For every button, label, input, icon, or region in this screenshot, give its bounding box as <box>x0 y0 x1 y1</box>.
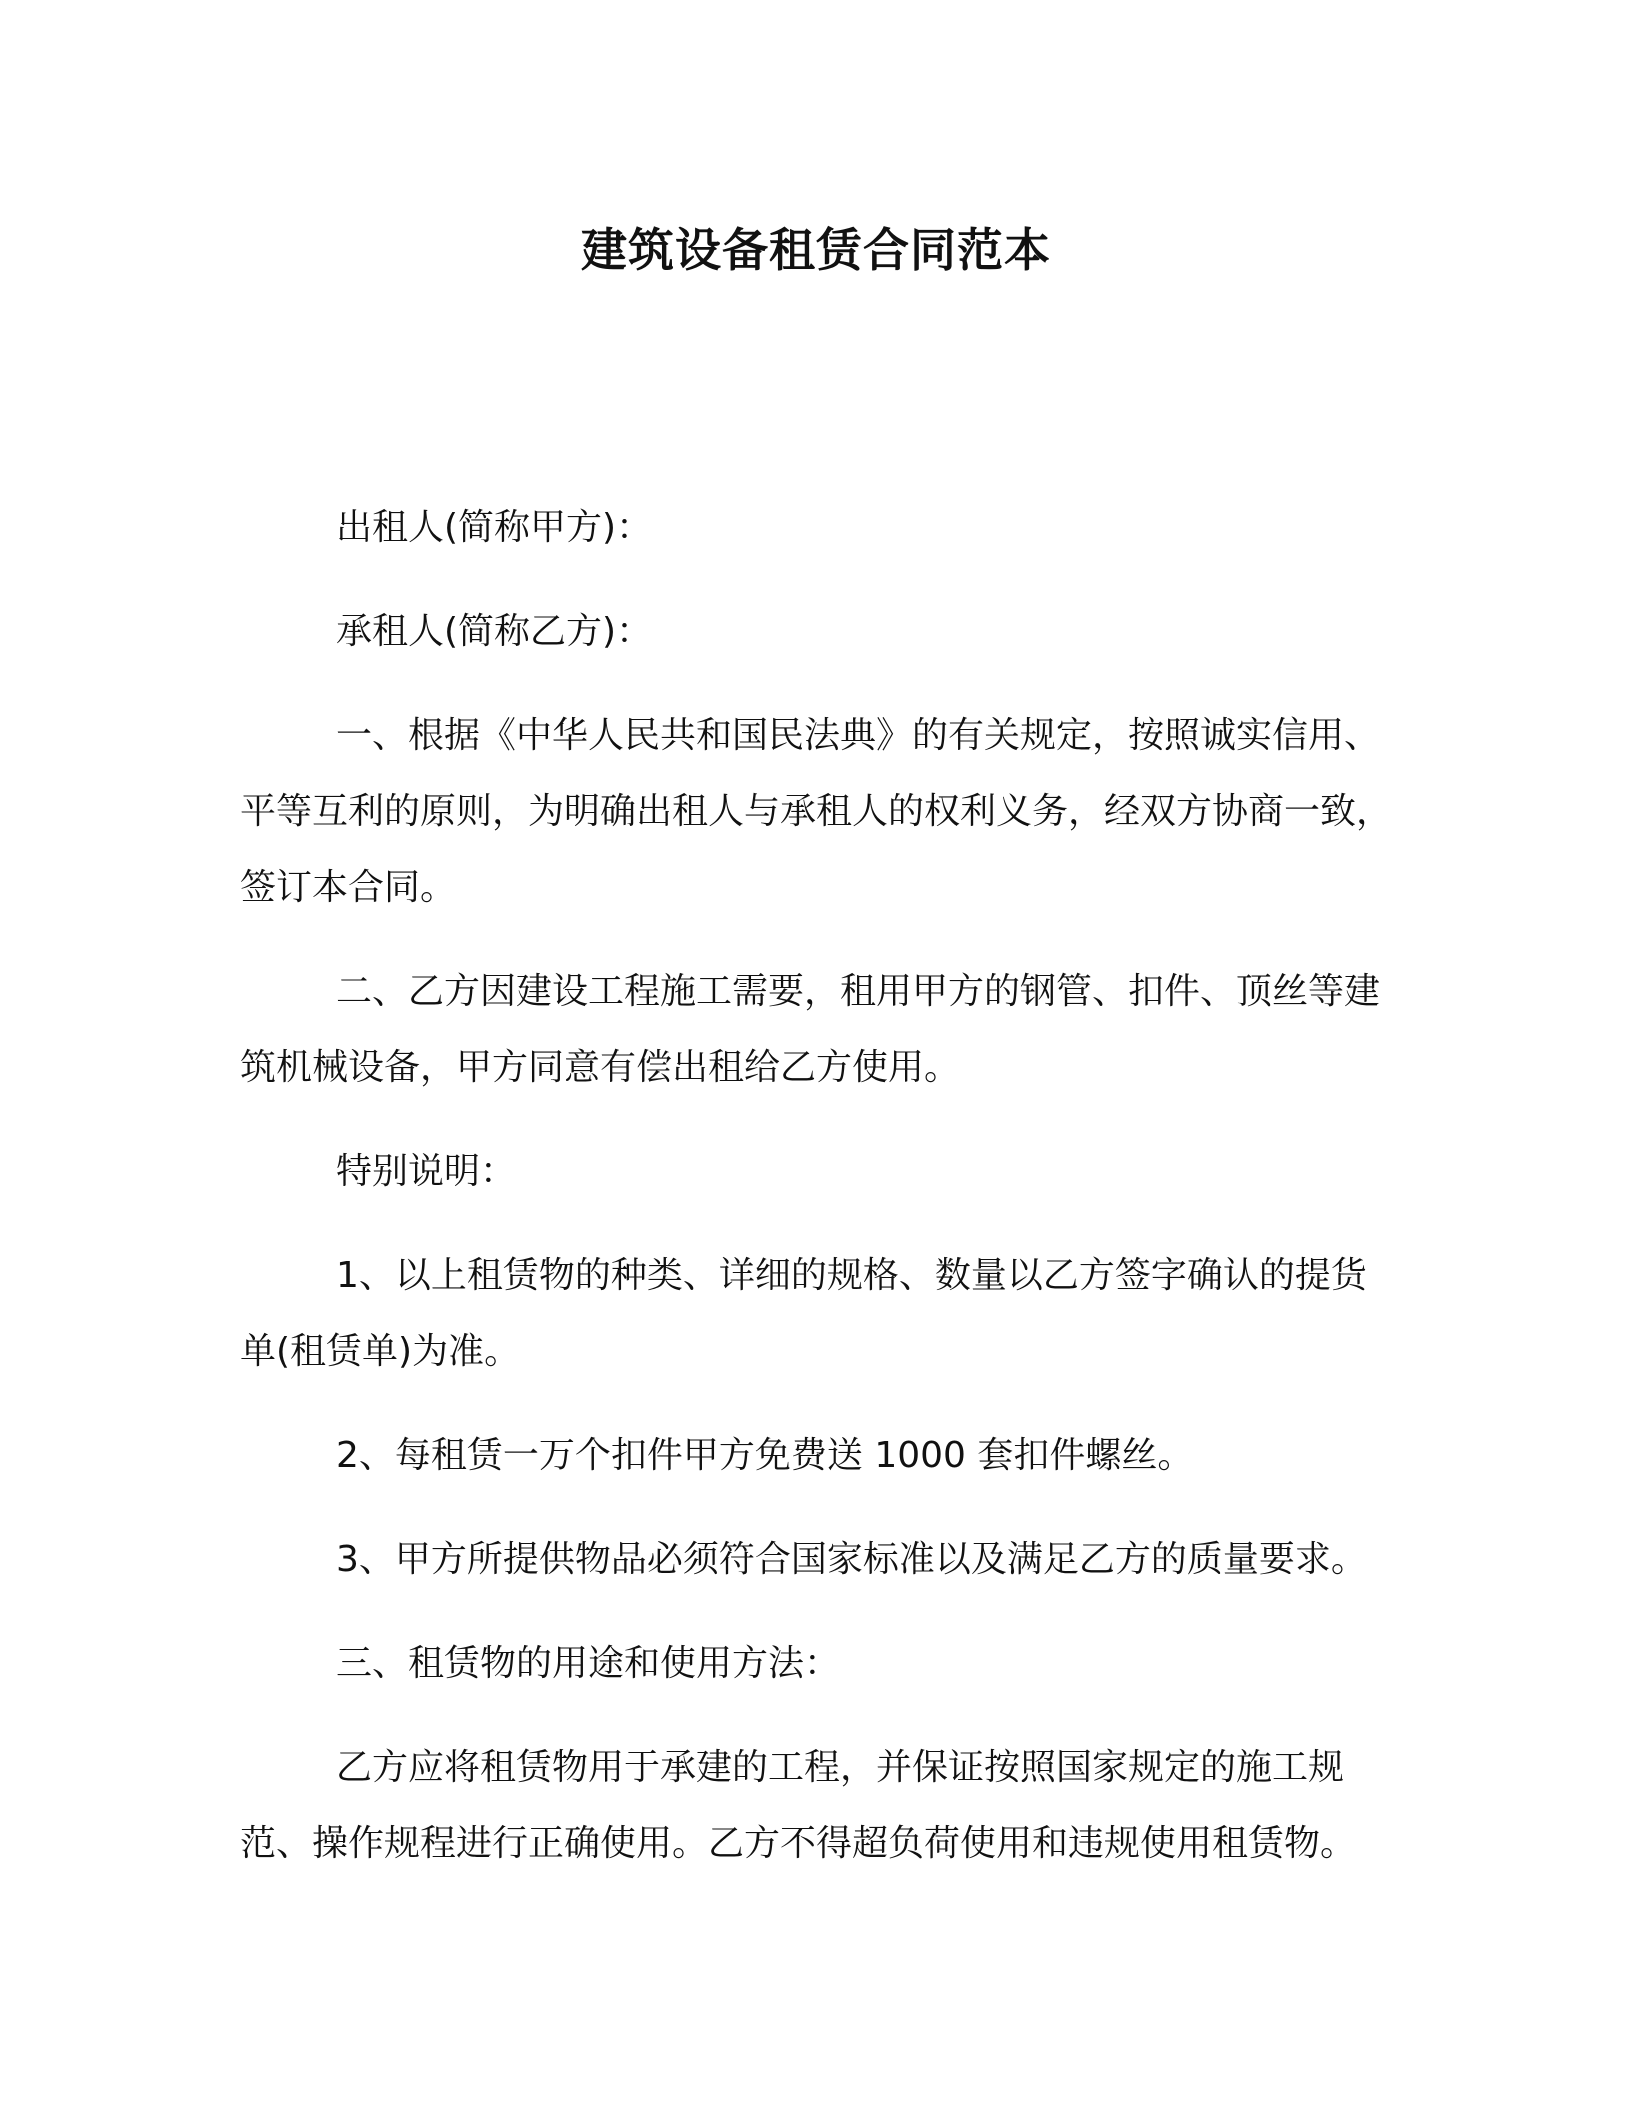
lessor-line: 出租人(简称甲方)： <box>336 507 653 548</box>
clause-2: 二、乙方因建设工程施工需要，租用甲方的钢管、扣件、顶丝等建筑机械设备，甲方同意有偿出租给乙方使用。 <box>240 971 1381 1088</box>
special-note-heading: 特别说明： <box>336 1151 517 1192</box>
document-body <box>240 490 1400 1910</box>
clause-1: 一、根据《中华人民共和国民法典》的有关规定，按照诚实信用、平等互利的原则，为明确出租人与承租人的权利义务，经双方协商一致，签订本合同。 <box>240 715 1393 908</box>
clause-3-heading: 三、租赁物的用途和使用方法： <box>336 1643 841 1684</box>
document-title: 建筑设备租赁合同范本 <box>581 223 1051 277</box>
lessee-line: 承租人(简称乙方)： <box>336 611 653 652</box>
clause-3-text: 乙方应将租赁物用于承建的工程，并保证按照国家规定的施工规范、操作规程进行正确使用。乙方不得超负荷使用和违规使用租赁物。 <box>240 1747 1357 1864</box>
special-note-2: 2、每租赁一万个扣件甲方免费送 1000 套扣件螺丝。 <box>336 1435 1194 1476</box>
special-note-3: 3、甲方所提供物品必须符合国家标准以及满足乙方的质量要求。 <box>336 1539 1367 1580</box>
special-note-1: 1、以上租赁物的种类、详细的规格、数量以乙方签字确认的提货单(租赁单)为准。 <box>240 1255 1367 1372</box>
